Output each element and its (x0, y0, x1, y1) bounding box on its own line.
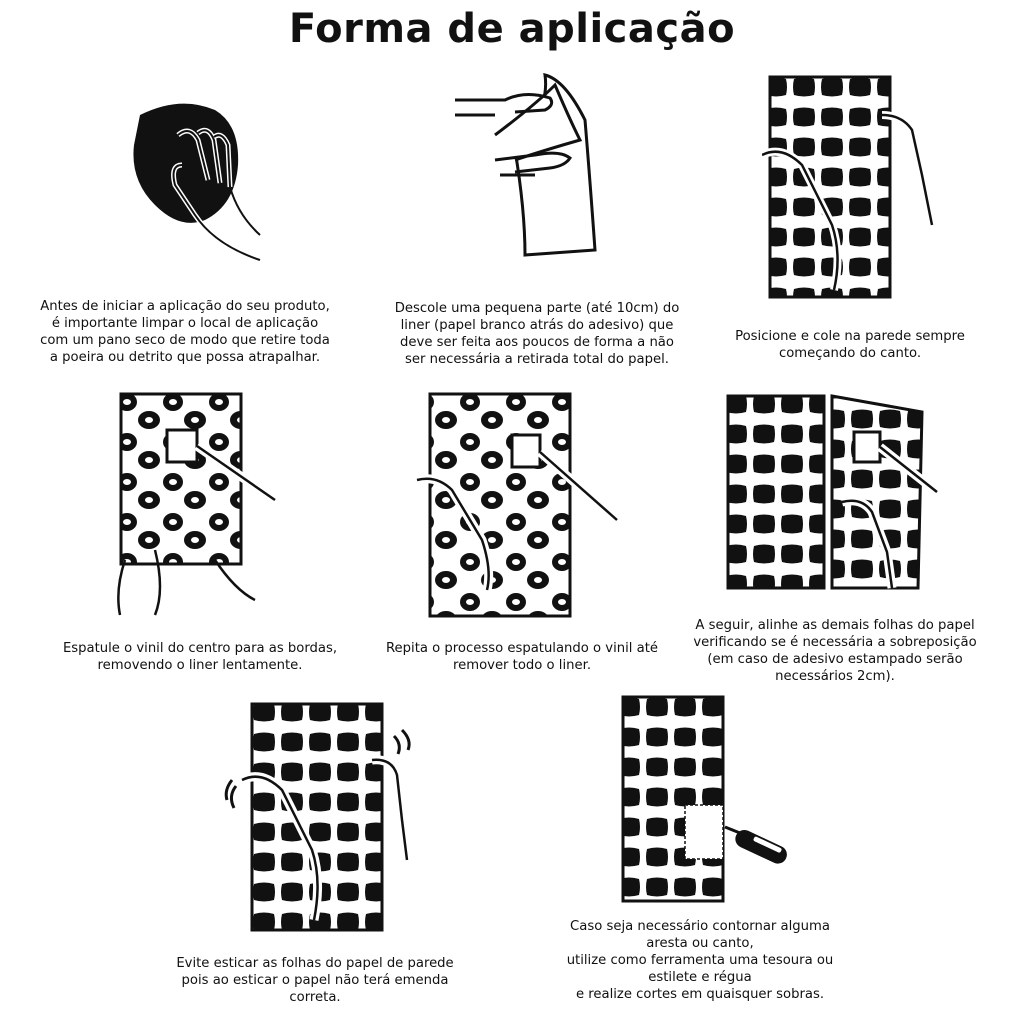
position-wallpaper-corner-icon (762, 75, 942, 300)
step-7-caption: Evite esticar as folhas do papel de parede pois ao esticar o papel não terá emenda correta. (176, 956, 454, 1005)
step-4-caption: Espatule o vinil do centro para as bordas, removendo o liner lentamente. (62, 641, 338, 673)
step-3-caption: Posicione e cole na parede sempre começando do canto. (735, 329, 965, 361)
page-title: Forma de aplicação (288, 6, 736, 52)
repeat-spatula-icon (412, 390, 622, 620)
step-8-caption: Caso seja necessário contornar alguma aresta ou canto, utilize como ferramenta uma tesoura ou estilete e régua e realize cortes em quaisquer sobras. (566, 919, 834, 1002)
align-sheets-icon (722, 392, 942, 592)
step-2-caption: Descole uma pequena parte (até 10cm) do liner (papel branco atrás do adesivo) que deve ser feita aos poucos de forma a não ser necessária a retirada total do papel. (394, 301, 680, 367)
peel-liner-hands-icon (455, 70, 615, 260)
step-5-caption: Repita o processo espatulando o vinil até remover todo o liner. (385, 641, 659, 673)
step-1-caption: Antes de iniciar a aplicação do seu produto, é importante limpar o local de aplicação com um pano seco de modo que retire toda a poeira ou detrito que possa atrapalhar. (40, 299, 330, 365)
do-not-stretch-icon (222, 700, 422, 935)
cleaning-cloth-hand-icon (120, 95, 280, 265)
spatula-center-icon (115, 390, 285, 620)
cutter-trim-icon (615, 695, 805, 905)
step-6-caption: A seguir, alinhe as demais folhas do papel verificando se é necessária a sobreposição (em caso de adesivo estampado serão necessários 2cm). (693, 618, 977, 684)
